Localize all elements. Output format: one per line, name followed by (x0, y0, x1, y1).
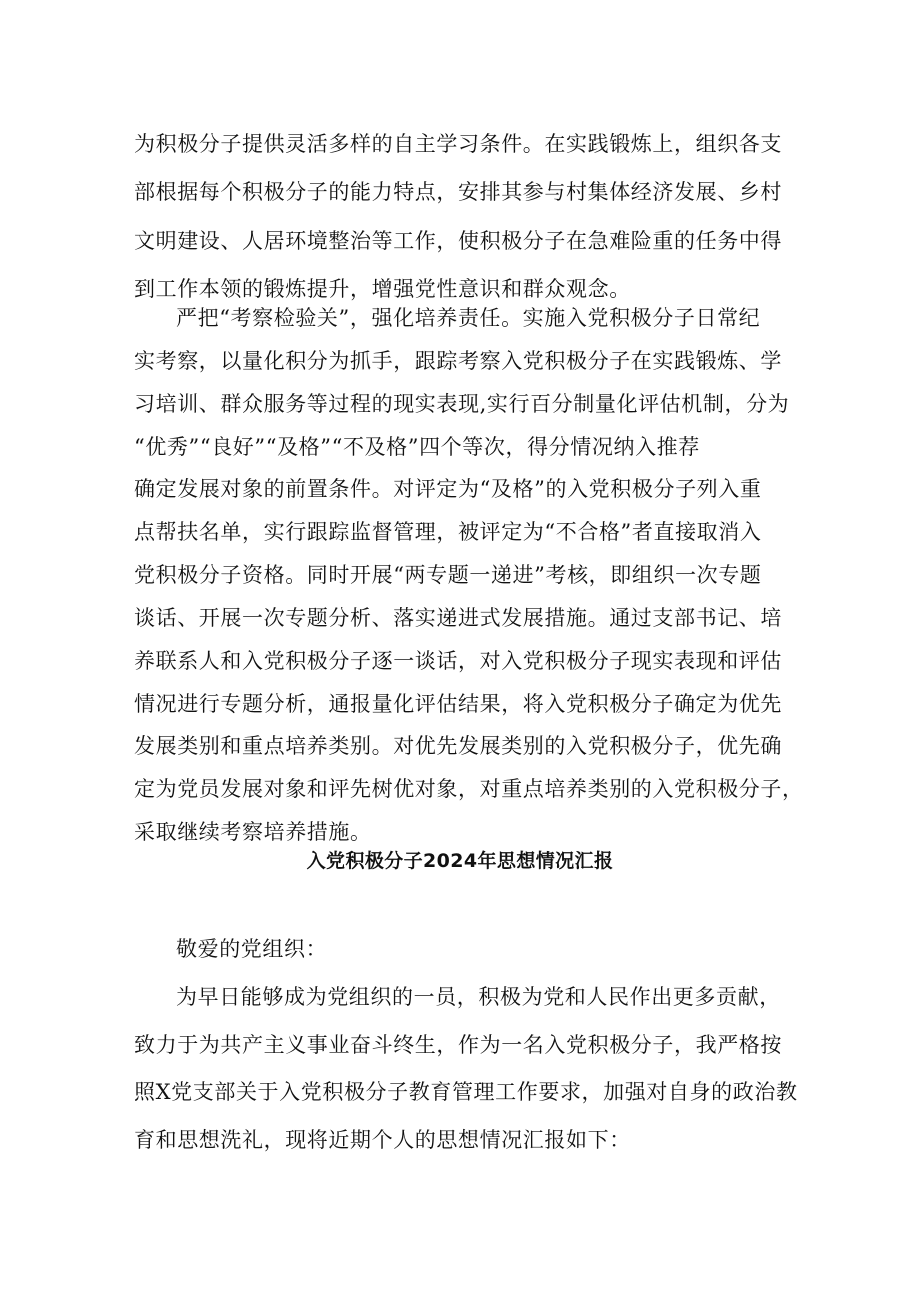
paragraph-line: 党积极分子资格。同时开展“两专题一递进”考核，即组织一次专题 (134, 563, 762, 587)
paragraph-line: 发展类别和重点培养类别。对优先发展类别的入党积极分子，优先确 (134, 734, 782, 758)
paragraph-line: 到工作本领的锻炼提升，增强党性意识和群众观念。 (134, 277, 631, 301)
paragraph-line: 养联系人和入党积极分子逐一谈话，对入党积极分子现实表现和评估 (134, 649, 782, 673)
paragraph-line: 部根据每个积极分子的能力特点，安排其参与村集体经济发展、乡村 (134, 180, 782, 204)
paragraph-line: 情况进行专题分析，通报量化评估结果，将入党积极分子确定为优先 (134, 692, 782, 716)
paragraph-line: 严把“考察检验关”，强化培养责任。实施入党积极分子日常纪 (176, 306, 761, 330)
paragraph-line: 采取继续考察培养措施。 (134, 820, 372, 844)
paragraph-line: 为早日能够成为党组织的一员，积极为党和人民作出更多贡献， (176, 985, 781, 1009)
paragraph-line: 致力于为共产主义事业奋斗终生，作为一名入党积极分子，我严格按 (134, 1033, 782, 1057)
paragraph-line: 习培训、群众服务等过程的现实表现,实行百分制量化评估机制，分为 (134, 392, 790, 416)
paragraph-line: 育和思想洗礼，现将近期个人的思想情况汇报如下： (134, 1128, 631, 1152)
paragraph-line: 文明建设、人居环境整治等工作，使积极分子在急难险重的任务中得 (134, 229, 782, 253)
paragraph-line: 谈话、开展一次专题分析、落实递进式发展措施。通过支部书记、培 (134, 606, 782, 630)
paragraph-line: 为积极分子提供灵活多样的自主学习条件。在实践锻炼上，组织各支 (134, 132, 782, 156)
paragraph-line: 确定发展对象的前置条件。对评定为“及格”的入党积极分子列入重 (134, 477, 762, 501)
salutation: 敬爱的党组织： (176, 937, 328, 961)
paragraph-line: 定为党员发展对象和评先树优对象，对重点培养类别的入党积极分子， (134, 777, 804, 801)
paragraph-line: 点帮扶名单，实行跟踪监督管理，被评定为“不合格”者直接取消入 (134, 520, 762, 544)
paragraph-line: “优秀”“良好”“及格”“不及格”四个等次，得分情况纳入推荐 (134, 435, 700, 459)
report-title: 入党积极分子2024年思想情况汇报 (306, 850, 614, 872)
paragraph-line: 照X党支部关于入党积极分子教育管理工作要求，加强对自身的政治教 (134, 1080, 798, 1104)
paragraph-line: 实考察，以量化积分为抓手，跟踪考察入党积极分子在实践锻炼、学 (134, 349, 782, 373)
